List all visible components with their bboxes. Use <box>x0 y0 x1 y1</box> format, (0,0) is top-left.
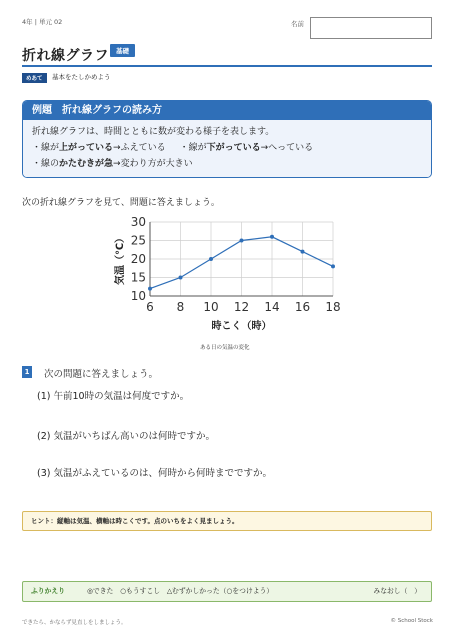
data-point <box>240 239 244 243</box>
aim-text: 基本をたしかめよう <box>52 73 111 81</box>
data-point <box>331 264 335 268</box>
question-2: (2) 気温がいちばん高いのは何時ですか。 <box>37 431 215 442</box>
footer-copyright: © School Stock <box>390 618 433 624</box>
page-title: 折れ線グラフ <box>22 48 109 64</box>
questions-heading: 次の問題に答えましょう。 <box>44 369 159 380</box>
question-3: (3) 気温がふえているのは、何時から何時までですか。 <box>37 468 272 479</box>
x-tick-label: 12 <box>233 300 250 314</box>
x-tick-label: 8 <box>176 300 185 314</box>
hint-box: ヒント：縦軸は気温、横軸は時こくです。点のいちをよく見ましょう。 <box>22 511 432 531</box>
aim-tag: めあて <box>22 73 47 83</box>
grade-unit-label: 4年 | 単元 02 <box>22 18 63 26</box>
x-axis-label: 時こく（時） <box>211 321 272 332</box>
y-tick-label: 20 <box>130 252 146 266</box>
title-divider <box>22 65 432 67</box>
footer-note: できたら、かならず見直しをしましょう。 <box>22 620 127 626</box>
example-line-3: ・線のかたむきが急→変わり方が大きい <box>32 159 193 169</box>
data-point <box>148 287 152 291</box>
example-line-2: ・線が上がっている→ふえている ・線が下がっている→へっている <box>32 143 314 153</box>
x-tick-label: 18 <box>325 300 341 314</box>
data-point <box>179 276 183 280</box>
question-number-badge: 1 <box>22 366 32 378</box>
x-tick-label: 14 <box>264 300 280 314</box>
data-point <box>270 235 274 239</box>
name-label: 名前 <box>291 20 304 28</box>
example-box <box>22 100 432 178</box>
x-tick-label: 10 <box>203 300 219 314</box>
example-body <box>23 120 431 178</box>
instruction-text: 次の折れ線グラフを見て、問題に答えましょう。 <box>22 198 220 208</box>
review-check[interactable]: みなおし（ ） <box>373 587 421 595</box>
level-badge: 基礎 <box>110 44 135 57</box>
reflection-box <box>22 581 432 602</box>
example-line-1: 折れ線グラフは、時間とともに数が変わる様子を表します。 <box>32 127 275 137</box>
y-tick-label: 15 <box>130 270 146 285</box>
y-axis-label: 気温（℃） <box>115 232 126 286</box>
data-point <box>301 250 305 254</box>
reflection-options[interactable]: ◎できた ○もうすこし △むずかしかった（○をつけよう） <box>87 587 274 595</box>
example-heading: 例題 折れ線グラフの読み方 <box>23 101 431 120</box>
x-tick-label: 16 <box>294 300 311 314</box>
y-tick-label: 10 <box>130 289 146 303</box>
name-field[interactable] <box>310 17 432 39</box>
y-tick-label: 30 <box>130 215 146 229</box>
line-chart <box>100 212 360 337</box>
chart-caption: ある日の気温の変化 <box>200 345 250 351</box>
y-tick-label: 25 <box>130 233 146 248</box>
x-tick-label: 6 <box>146 300 154 314</box>
data-point <box>209 257 213 261</box>
question-1: (1) 午前10時の気温は何度ですか。 <box>37 391 190 402</box>
reflection-label: ふりかえり <box>31 587 65 595</box>
